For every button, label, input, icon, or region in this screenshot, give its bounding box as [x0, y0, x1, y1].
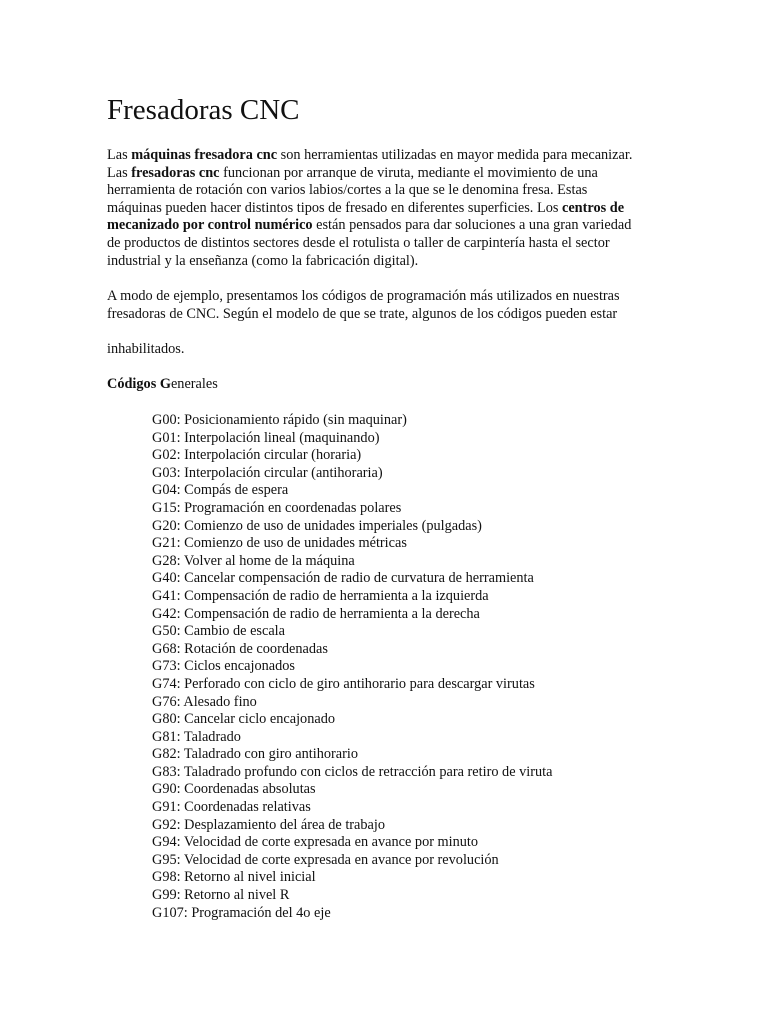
- g-code-item: G99: Retorno al nivel R: [152, 887, 290, 904]
- paragraph-line: A modo de ejemplo, presentamos los códigos de programación más utilizados en nuestras: [107, 288, 620, 304]
- bold-term: mecanizado por control numérico: [107, 217, 313, 234]
- paragraph-line: [107, 200, 667, 218]
- g-code-item: G42: Compensación de radio de herramienta a la derecha: [152, 605, 480, 622]
- g-code-item: G107: Programación del 4o eje: [152, 904, 331, 921]
- text-run: están pensados para dar soluciones a una gran variedad: [312, 217, 632, 234]
- g-code-item: G21: Comienzo de uso de unidades métricas: [152, 535, 407, 552]
- g-code-item: G41: Compensación de radio de herramienta a la izquierda: [152, 587, 489, 604]
- intro-paragraph: [107, 147, 667, 270]
- bold-term: máquinas fresadora cnc: [131, 147, 278, 163]
- g-code-item: G40: Cancelar compensación de radio de curvatura de herramienta: [152, 570, 534, 587]
- g-code-item: G91: Coordenadas relativas: [152, 799, 311, 816]
- text-run: de productos de distintos sectores desde el rotulista o taller de carpintería hasta el sector: [107, 234, 610, 251]
- g-code-item: G98: Retorno al nivel inicial: [152, 869, 316, 886]
- paragraph-line: fresadoras de CNC. Según el modelo de que se trate, algunos de los códigos pueden estar: [107, 305, 618, 322]
- g-code-item: G73: Ciclos encajonados: [152, 658, 295, 675]
- text-run: funcionan por arranque de viruta, mediante el movimiento de una: [219, 164, 598, 181]
- section-heading-rest: enerales: [170, 376, 218, 392]
- g-code-item: G92: Desplazamiento del área de trabajo: [152, 816, 386, 833]
- paragraph-line: [107, 165, 667, 183]
- g-code-item: G68: Rotación de coordenadas: [152, 640, 328, 657]
- text-run: Las: [107, 164, 132, 181]
- text-run: herramienta de rotación con varios labios/cortes a la que se le denomina fresa. Estas: [107, 182, 588, 199]
- paragraph-line: [107, 217, 667, 235]
- g-code-item: G80: Cancelar ciclo encajonado: [152, 711, 335, 728]
- bold-term: fresadoras cnc: [131, 164, 220, 181]
- page-title: Fresadoras CNC: [107, 94, 300, 126]
- g-code-item: G83: Taladrado profundo con ciclos de retracción para retiro de viruta: [152, 763, 553, 780]
- paragraph-line: [107, 235, 667, 253]
- g-code-item: G50: Cambio de escala: [152, 623, 286, 640]
- paragraph-line: [107, 182, 667, 200]
- g-code-item: G20: Comienzo de uso de unidades imperiales (pulgadas): [152, 517, 482, 534]
- section-heading-bold: Códigos G: [107, 376, 171, 392]
- g-code-item: G94: Velocidad de corte expresada en avance por minuto: [152, 834, 479, 851]
- text-run: Las: [107, 147, 132, 163]
- g-code-item: G02: Interpolación circular (horaria): [152, 447, 362, 464]
- text-run: son herramientas utilizadas en mayor medida para mecanizar.: [277, 147, 633, 163]
- text-run: máquinas pueden hacer distintos tipos de fresado en diferentes superficies. Los: [107, 199, 562, 216]
- g-code-item: G15: Programación en coordenadas polares: [152, 499, 402, 516]
- section-heading: [107, 376, 218, 394]
- g-code-item: G00: Posicionamiento rápido (sin maquinar): [152, 412, 407, 428]
- g-code-item: G81: Taladrado: [152, 728, 241, 745]
- disabled-note: [107, 341, 667, 359]
- g-code-item: G95: Velocidad de corte expresada en avance por revolución: [152, 851, 499, 868]
- paragraph-line: inhabilitados.: [107, 341, 185, 357]
- examples-paragraph: [107, 288, 667, 323]
- g-codes-list: [152, 412, 552, 922]
- g-code-item: G82: Taladrado con giro antihorario: [152, 746, 358, 763]
- g-code-item: G01: Interpolación lineal (maquinando): [152, 429, 380, 446]
- bold-term: centros de: [561, 199, 625, 216]
- paragraph-line: [107, 253, 667, 271]
- g-code-item: G04: Compás de espera: [152, 482, 289, 499]
- g-code-item: G90: Coordenadas absolutas: [152, 781, 316, 798]
- text-run: industrial y la enseñanza (como la fabricación digital).: [107, 252, 419, 269]
- g-code-item: G28: Volver al home de la máquina: [152, 552, 355, 569]
- paragraph-line: [107, 147, 667, 165]
- g-code-item: G03: Interpolación circular (antihoraria): [152, 464, 383, 481]
- g-code-item: G74: Perforado con ciclo de giro antihorario para descargar virutas: [152, 675, 535, 692]
- g-code-item: G76: Alesado fino: [152, 693, 257, 710]
